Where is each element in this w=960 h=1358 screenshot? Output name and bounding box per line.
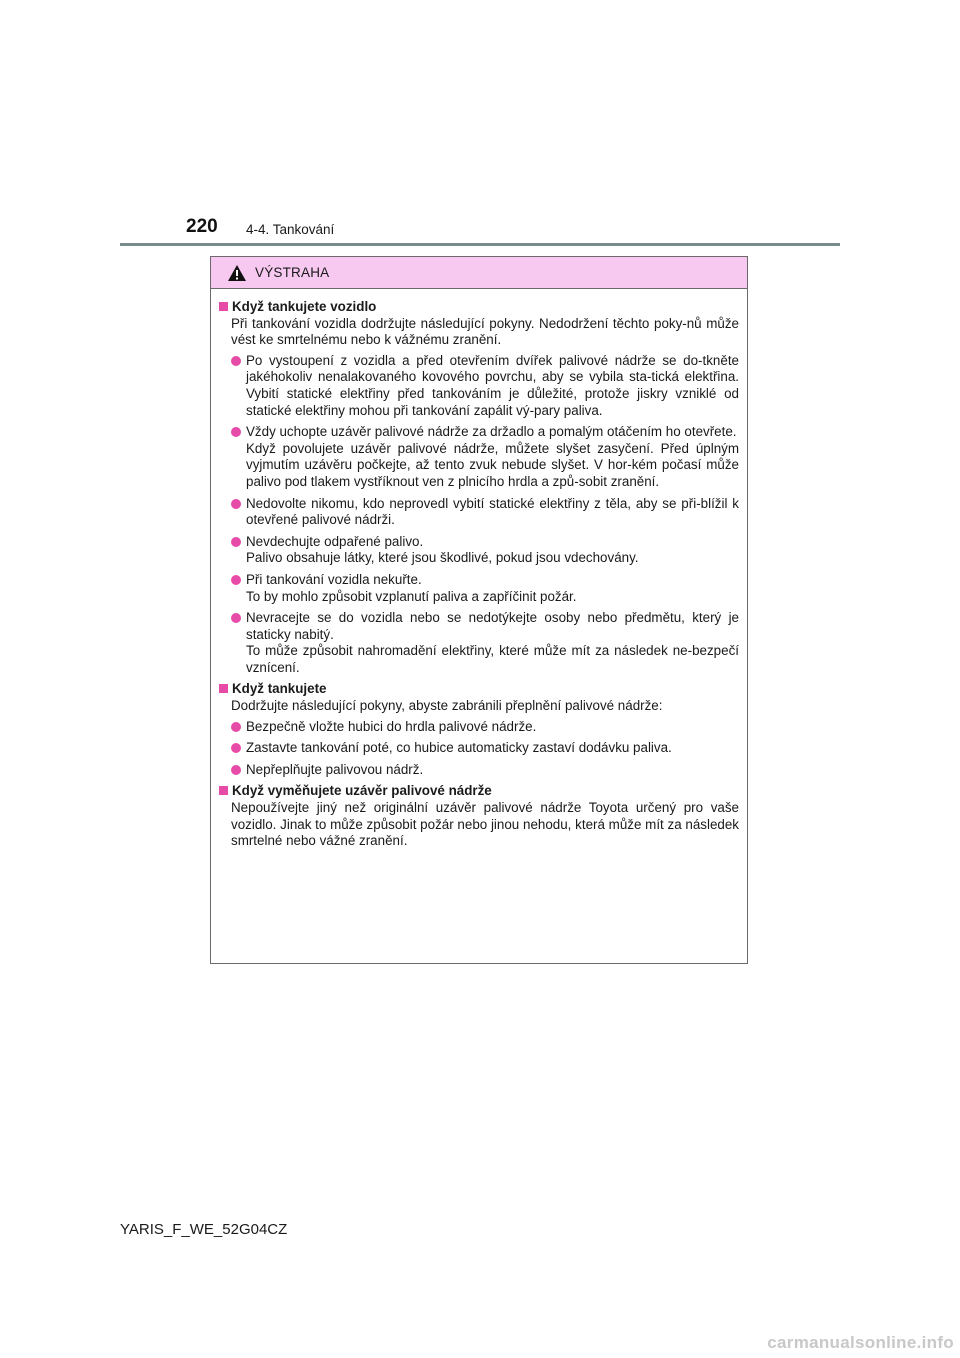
round-bullet-icon: [231, 537, 241, 547]
bullet-paragraph: Nepřeplňujte palivovou nádrž.: [246, 761, 424, 777]
bullet-paragraph: Bezpečně vložte hubici do hrdla palivové nádrže.: [246, 718, 537, 734]
bullet-item: [219, 572, 739, 605]
bullet-item: [219, 610, 739, 676]
bullet-paragraph: To by mohlo způsobit vzplanutí paliva a zapříčinit požár.: [246, 588, 577, 604]
round-bullet-icon: [231, 427, 241, 437]
bullet-item: [219, 762, 739, 779]
warning-section: [219, 681, 739, 778]
bullet-paragraph: Když povolujete uzávěr palivové nádrže, můžete slyšet zasyčení. Před úplným vyjmutím uzávěru počkejte, až tento zvuk nebude slyšet. V hor-kém počasí může palivo pod tlakem vystříknout ven z plnicího hrdla a způ-sobit zranění.: [246, 440, 739, 489]
bullet-item: [219, 534, 739, 567]
bullet-item: [219, 424, 739, 490]
page-number: 220: [186, 216, 218, 237]
warning-box: [210, 256, 748, 964]
warning-section: [219, 783, 739, 849]
bullet-paragraph: Při tankování vozidla nekuřte.: [246, 571, 422, 587]
bullet-text: [246, 719, 739, 736]
bullet-text: [246, 610, 739, 676]
square-bullet-icon: [219, 302, 228, 311]
bullet-text: [246, 572, 739, 605]
bullet-paragraph: Nevdechujte odpařené palivo.: [246, 533, 424, 549]
bullet-item: [219, 719, 739, 736]
round-bullet-icon: [231, 613, 241, 623]
bullet-item: [219, 740, 739, 757]
round-bullet-icon: [231, 743, 241, 753]
bullet-text: [246, 534, 739, 567]
bullet-paragraph: Zastavte tankování poté, co hubice automaticky zastaví dodávku paliva.: [246, 740, 672, 756]
round-bullet-icon: [231, 765, 241, 775]
bullet-paragraph: Nedovolte nikomu, kdo neprovedl vybití statické elektřiny z těla, aby se při-blížil k otevřené palivové nádrži.: [246, 495, 739, 528]
bullet-item: [219, 496, 739, 529]
section-heading-text: Když tankujete: [232, 681, 327, 697]
warning-label: VÝSTRAHA: [255, 265, 330, 280]
warning-content: [211, 289, 747, 850]
bullet-paragraph: Palivo obsahuje látky, které jsou škodlivé, pokud jsou vdechovány.: [246, 550, 639, 566]
section-heading-text: Když vyměňujete uzávěr palivové nádrže: [232, 783, 492, 799]
warning-triangle-icon: [227, 264, 247, 282]
section-heading-text: Když tankujete vozidlo: [232, 299, 377, 314]
watermark[interactable]: carmanualsonline.info: [767, 1333, 954, 1352]
bullet-item: [219, 353, 739, 419]
section-heading: [219, 681, 739, 698]
bullet-text: [246, 740, 739, 757]
square-bullet-icon: [219, 684, 228, 693]
section-heading: [219, 783, 739, 800]
bullet-text: [246, 496, 739, 529]
section-intro: Nepoužívejte jiný než originální uzávěr palivové nádrže Toyota určený pro vaše vozidlo. Jinak to může způsobit požár nebo jinou nehodu, která může mít za následek smrtelné nebo vážné zranění.: [231, 800, 739, 849]
section-heading: [219, 299, 739, 316]
bullet-paragraph: Nevracejte se do vozidla nebo se nedotýkejte osoby nebo předmětu, který je staticky nabitý.: [246, 610, 739, 642]
square-bullet-icon: [219, 786, 228, 795]
bullet-text: [246, 424, 739, 490]
warning-header: [211, 257, 747, 289]
bullet-text: [246, 353, 739, 419]
section-intro: Při tankování vozidla dodržujte následující pokyny. Nedodržení těchto poky-nů může vést ke smrtelnému nebo k vážnému zranění.: [231, 315, 739, 348]
footer-code: YARIS_F_WE_52G04CZ: [120, 1221, 288, 1238]
header-rule: [120, 243, 840, 246]
round-bullet-icon: [231, 575, 241, 585]
warning-section: [219, 299, 739, 676]
bullet-paragraph: Vždy uchopte uzávěr palivové nádrže za držadlo a pomalým otáčením ho otevřete.: [246, 424, 737, 440]
round-bullet-icon: [231, 722, 241, 732]
section-intro: Dodržujte následující pokyny, abyste zabránili přeplnění palivové nádrže:: [231, 698, 663, 714]
bullet-paragraph: Po vystoupení z vozidla a před otevřením dvířek palivové nádrže se do-tkněte jakéhokoliv nenalakovaného kovového povrchu, aby se vybila sta-tická elektřina. Vybití statické elektřiny před tankováním je důležité, protože jiskry vzniklé od statické elektřiny mohou při tankování zapálit vý-pary paliva.: [246, 352, 739, 418]
round-bullet-icon: [231, 499, 241, 509]
bullet-paragraph: To může způsobit nahromadění elektřiny, které může mít za následek ne-bezpečí vznícení.: [246, 643, 739, 675]
bullet-text: [246, 762, 739, 779]
section-title: 4-4. Tankování: [246, 222, 335, 237]
round-bullet-icon: [231, 356, 241, 366]
